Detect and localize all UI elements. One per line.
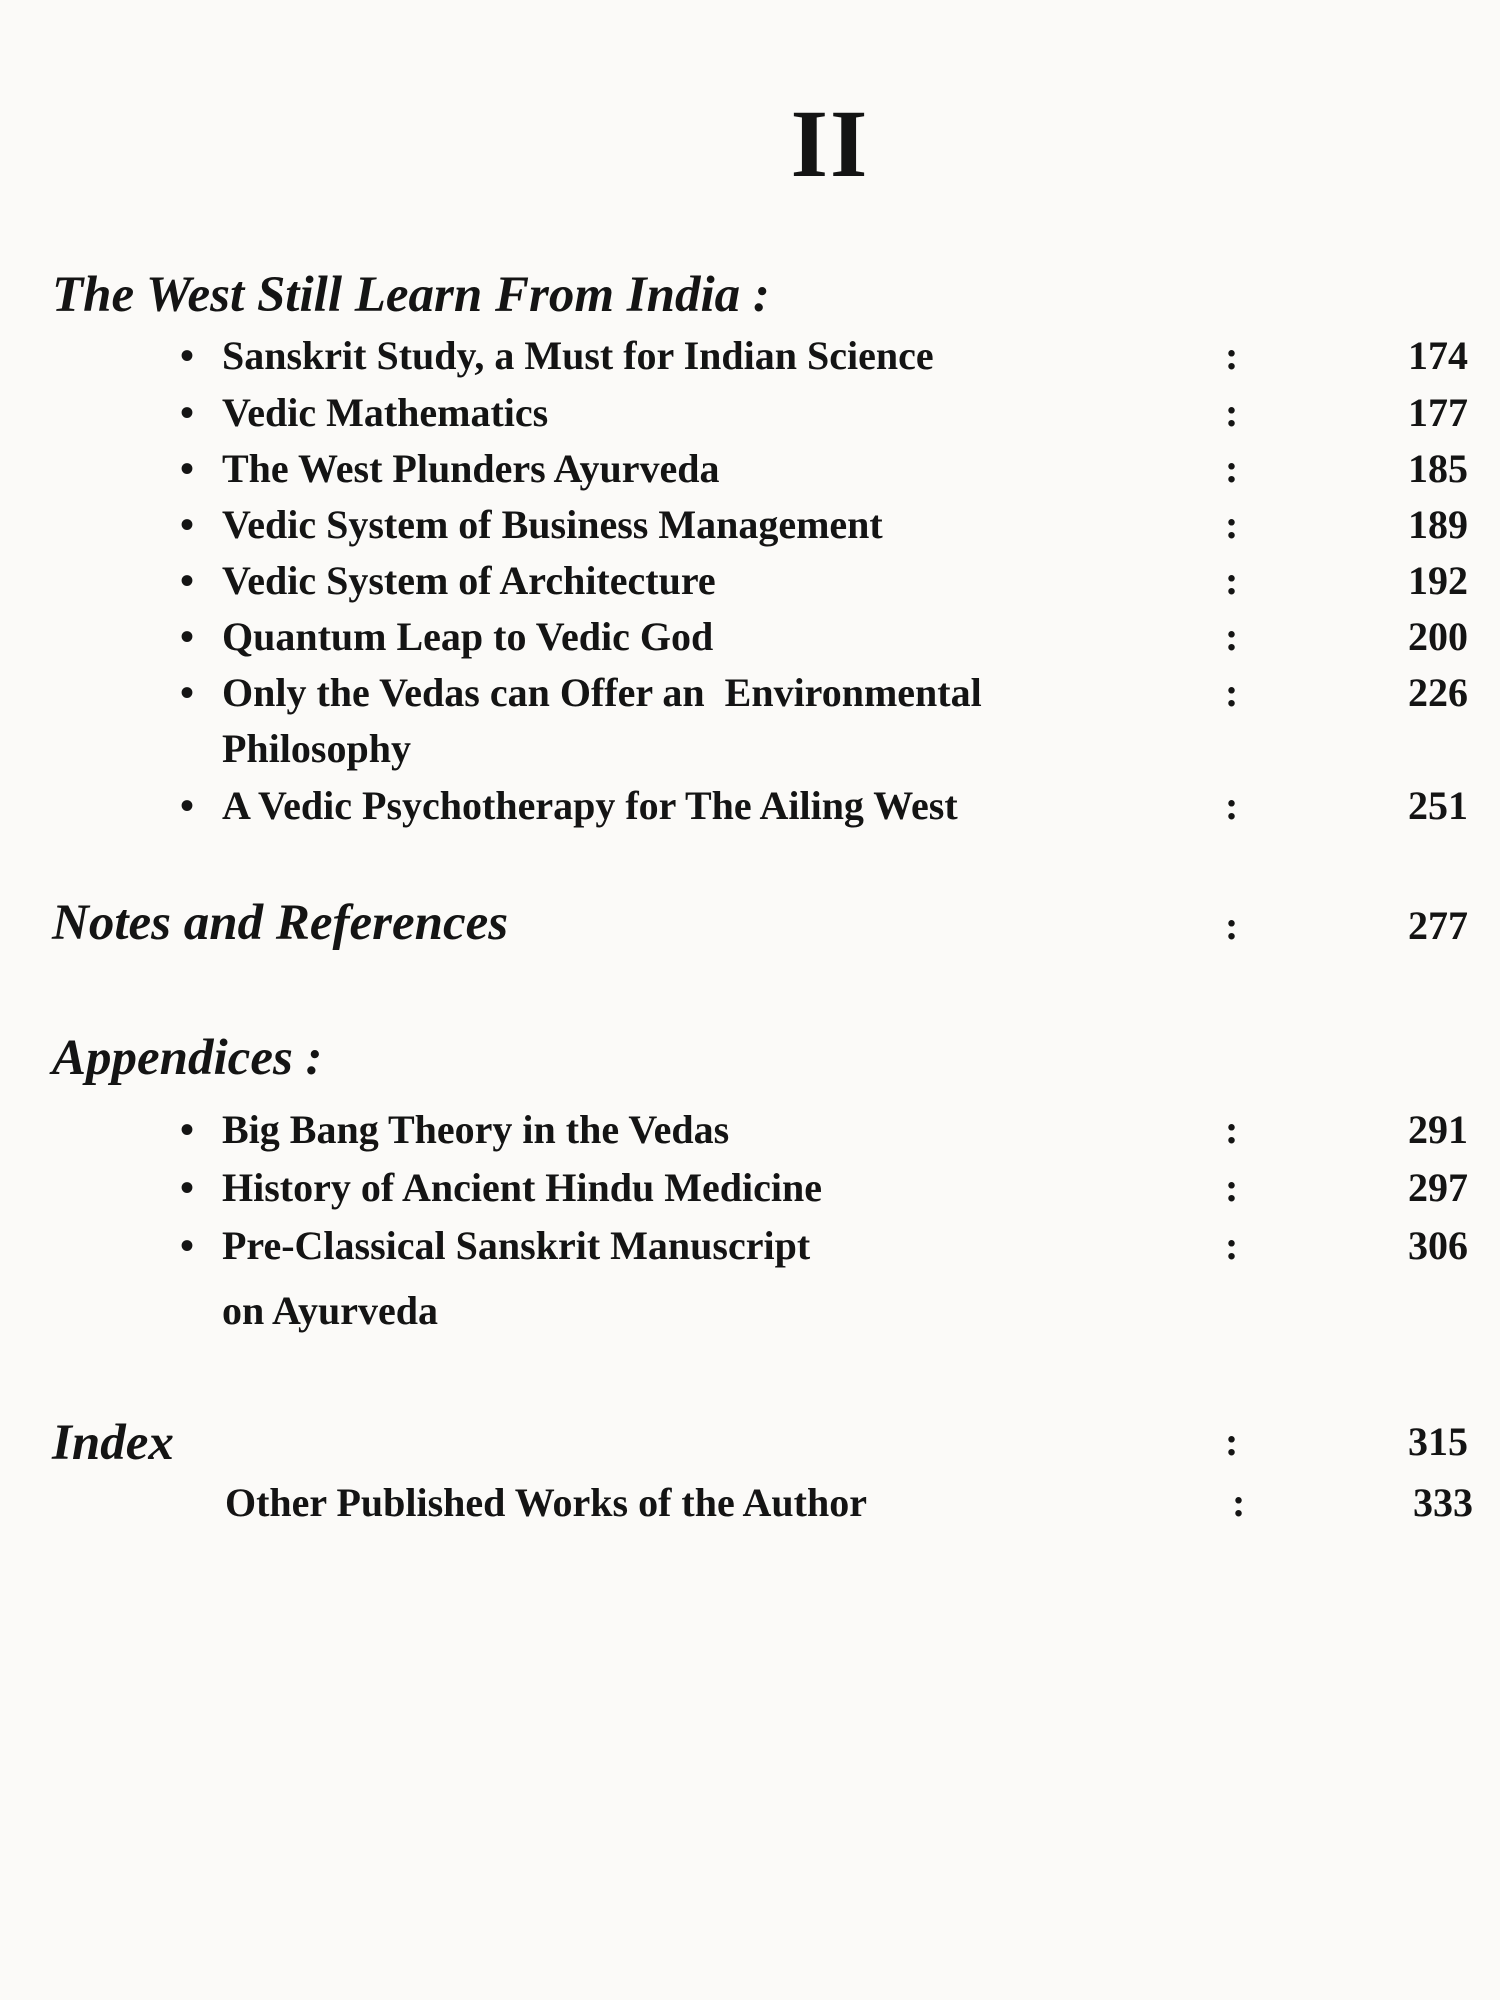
entry-title: A Vedic Psychotherapy for The Ailing West bbox=[222, 783, 958, 828]
bullet: • bbox=[180, 670, 195, 715]
section-heading-west: The West Still Learn From India : bbox=[52, 267, 770, 323]
entry-page-number: 200 bbox=[1408, 614, 1468, 659]
entry-title: The West Plunders Ayurveda bbox=[222, 446, 720, 491]
entry-title: History of Ancient Hindu Medicine bbox=[222, 1165, 822, 1210]
entry-colon: : bbox=[1225, 333, 1239, 378]
entry-colon: : bbox=[1232, 1480, 1246, 1525]
entry-colon: : bbox=[1225, 1223, 1239, 1268]
bullet: • bbox=[180, 614, 195, 659]
entry-page-number: 192 bbox=[1408, 558, 1468, 603]
entry-title: Only the Vedas can Offer an Environmental bbox=[222, 670, 982, 715]
entry-page-number: 315 bbox=[1408, 1419, 1468, 1464]
entry-title-continuation: on Ayurveda bbox=[222, 1288, 438, 1333]
entry-title: Vedic Mathematics bbox=[222, 390, 549, 435]
entry-page-number: 185 bbox=[1408, 446, 1468, 491]
entry-page-number: 333 bbox=[1413, 1480, 1473, 1525]
bullet: • bbox=[180, 390, 195, 435]
bullet: • bbox=[180, 1165, 195, 1210]
section-heading-appendices: Appendices : bbox=[52, 1030, 323, 1086]
index-page-line bbox=[0, 1414, 1500, 1470]
entry-page-number: 297 bbox=[1408, 1165, 1468, 1210]
entry-colon: : bbox=[1225, 502, 1239, 547]
entry-colon: : bbox=[1225, 1419, 1239, 1464]
bullet: • bbox=[180, 446, 195, 491]
bullet: • bbox=[180, 558, 195, 603]
part-title: II bbox=[790, 90, 870, 197]
entry-page-number: 226 bbox=[1408, 670, 1468, 715]
bullet: • bbox=[180, 1223, 195, 1268]
entry-title: Other Published Works of the Author bbox=[225, 1480, 867, 1525]
bullet: • bbox=[180, 502, 195, 547]
entry-colon: : bbox=[1225, 903, 1239, 948]
notes-page-line bbox=[0, 895, 1500, 954]
entry-colon: : bbox=[1225, 614, 1239, 659]
bullet: • bbox=[180, 333, 195, 378]
entry-colon: : bbox=[1225, 446, 1239, 491]
entry-title: Vedic System of Business Management bbox=[222, 502, 883, 547]
entry-title-continuation: Philosophy bbox=[222, 726, 411, 771]
entry-colon: : bbox=[1225, 670, 1239, 715]
entry-page-number: 291 bbox=[1408, 1107, 1468, 1152]
entry-title: Pre-Classical Sanskrit Manuscript bbox=[222, 1223, 811, 1268]
entry-colon: : bbox=[1225, 783, 1239, 828]
section-heading-notes: Notes and References bbox=[52, 895, 509, 951]
bullet: • bbox=[180, 783, 195, 828]
bullet: • bbox=[180, 1107, 195, 1152]
entry-page-number: 251 bbox=[1408, 783, 1468, 828]
entry-colon: : bbox=[1225, 1107, 1239, 1152]
entry-colon: : bbox=[1225, 1165, 1239, 1210]
entry-page-number: 177 bbox=[1408, 390, 1468, 435]
entry-page-number: 277 bbox=[1408, 903, 1468, 948]
entry-colon: : bbox=[1225, 558, 1239, 603]
entry-title: Vedic System of Architecture bbox=[222, 558, 716, 603]
entry-colon: : bbox=[1225, 390, 1239, 435]
section-heading-index: Index bbox=[52, 1415, 174, 1471]
entry-page-number: 189 bbox=[1408, 502, 1468, 547]
entry-page-number: 174 bbox=[1408, 333, 1468, 378]
entry-page-number: 306 bbox=[1408, 1223, 1468, 1268]
entry-title: Quantum Leap to Vedic God bbox=[222, 614, 714, 659]
entry-title: Sanskrit Study, a Must for Indian Science bbox=[222, 333, 934, 378]
entry-title: Big Bang Theory in the Vedas bbox=[222, 1107, 730, 1152]
